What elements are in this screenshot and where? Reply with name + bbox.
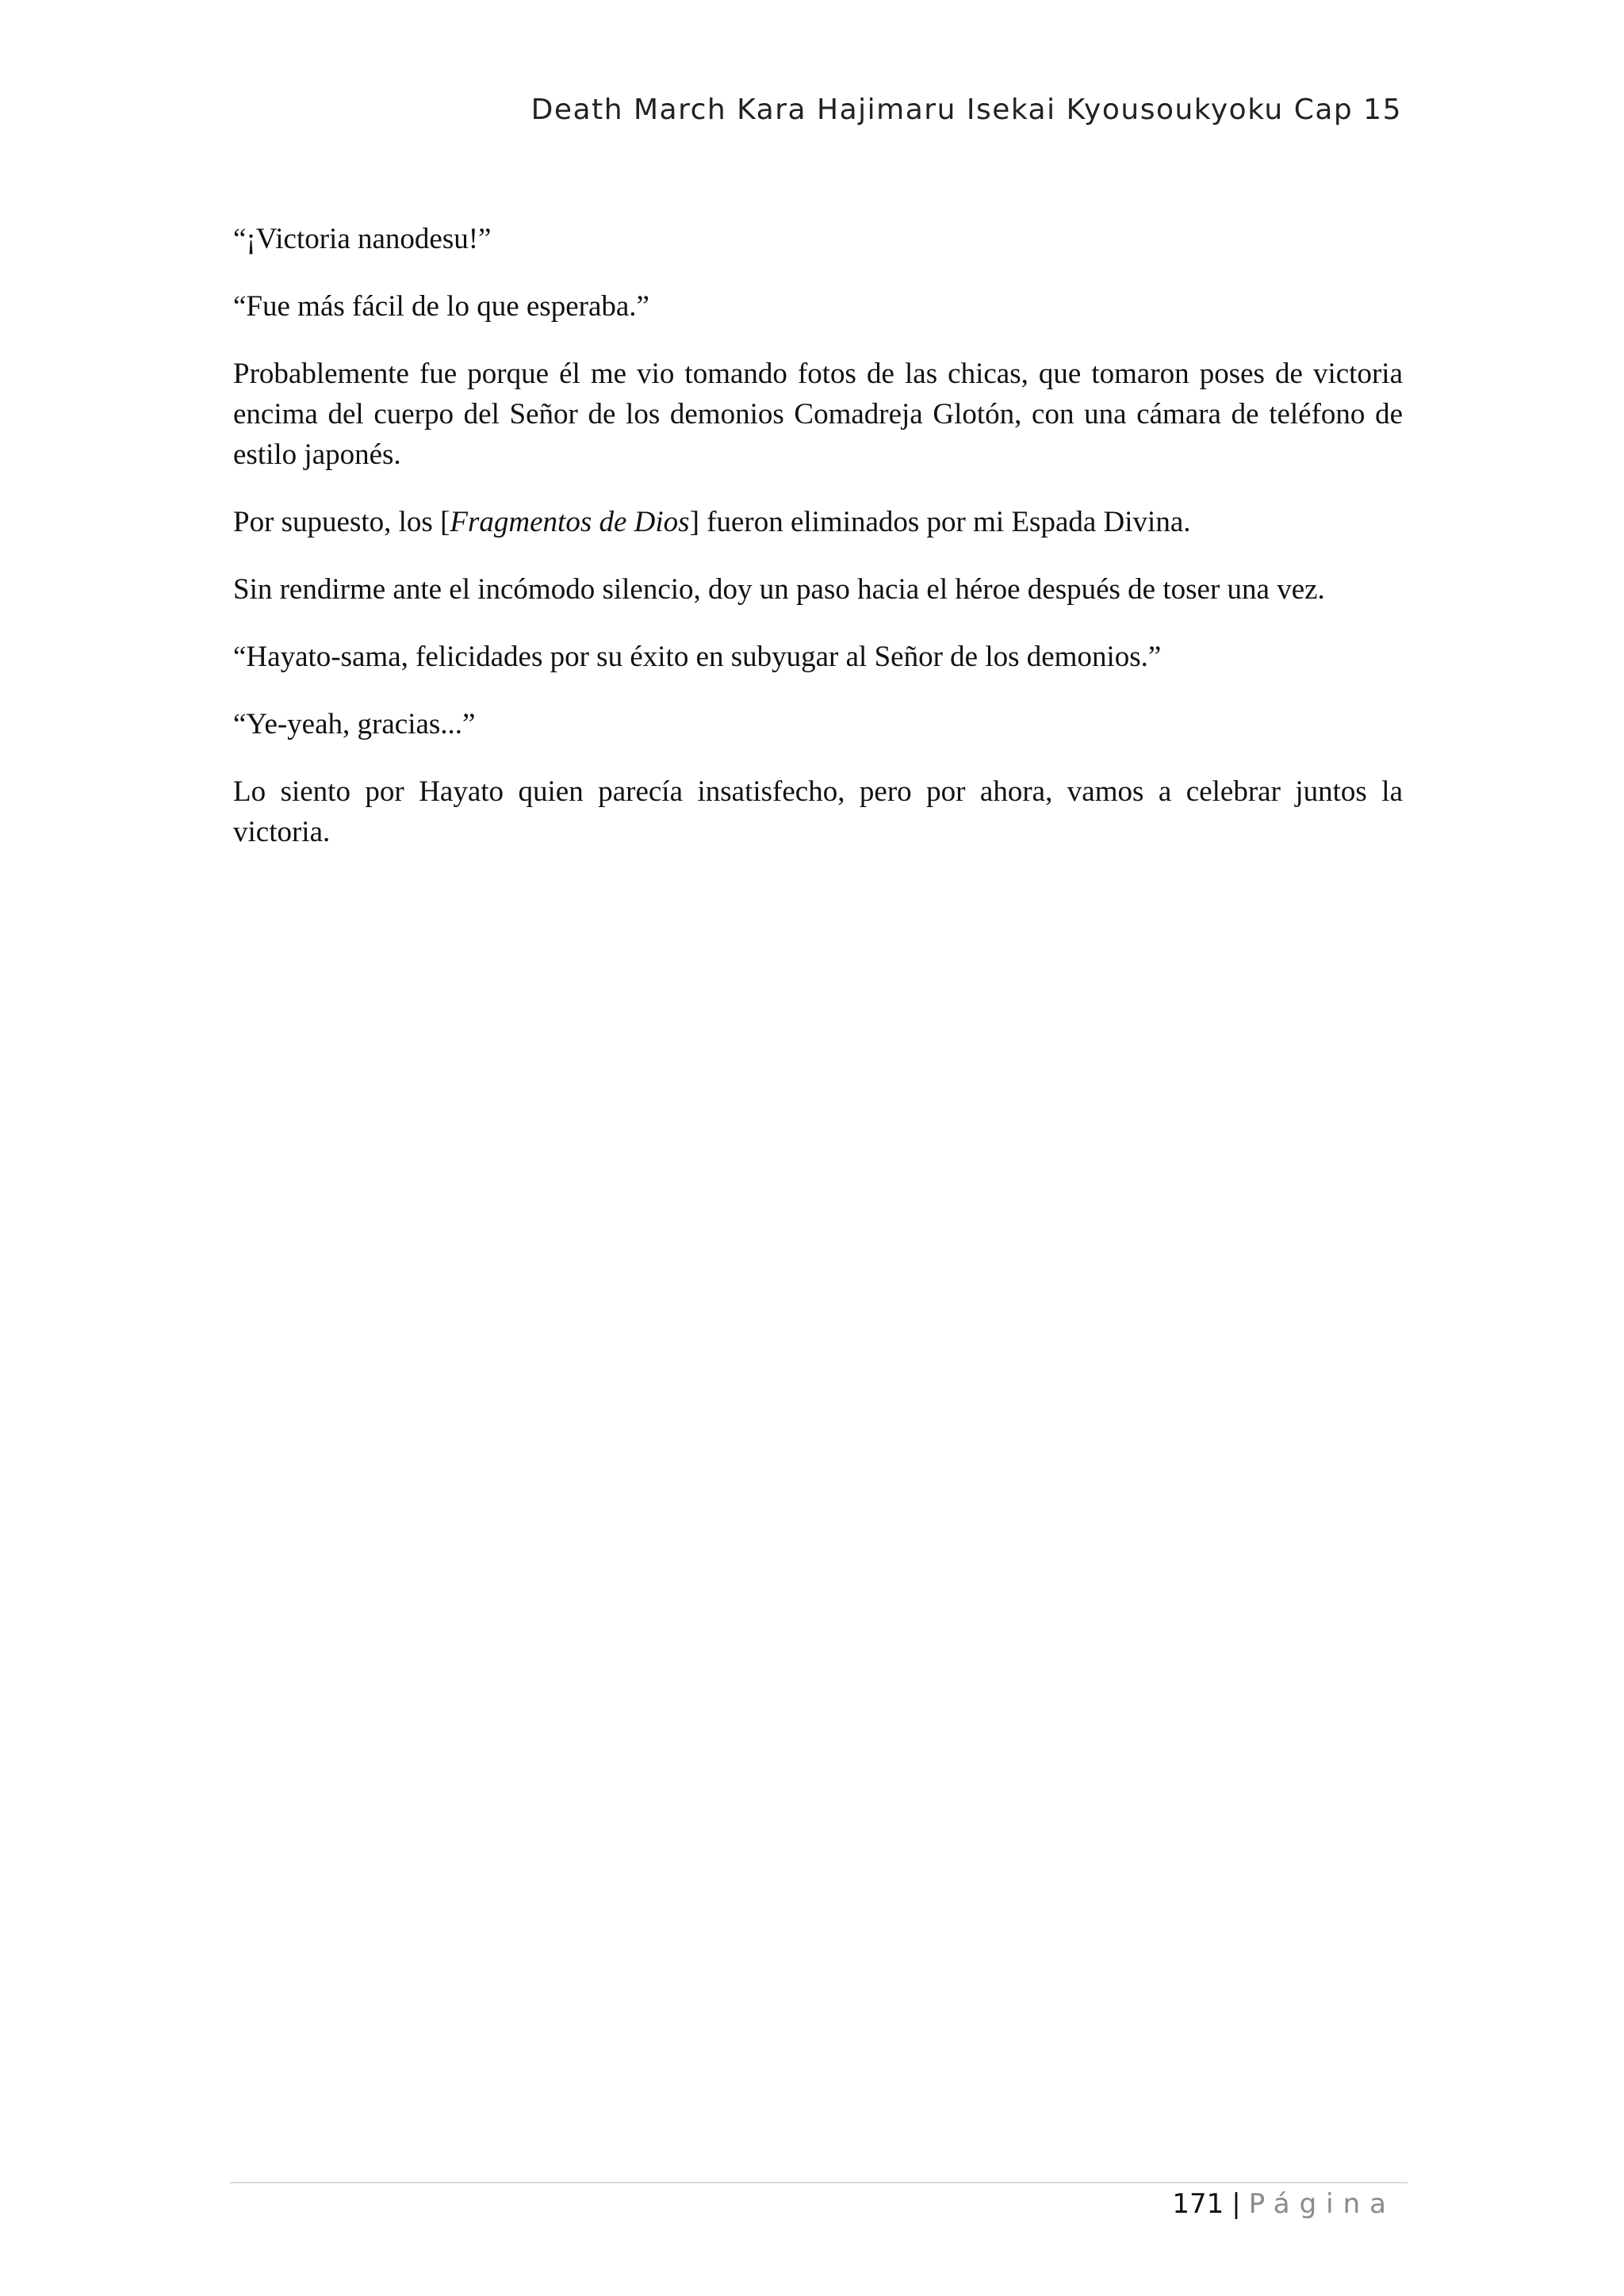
paragraph-2: “Fue más fácil de lo que esperaba.” <box>233 290 649 323</box>
paragraph-7: “Ye-yeah, gracias...” <box>233 708 476 740</box>
page-footer <box>1172 2188 1396 2220</box>
paragraph-3: Probablemente fue porque él me vio tomando fotos de las chicas, que tomaron poses de victoria encima del cuerpo del Señor de los demonios Comadreja Glotón, con una cámara de teléfono de estilo japonés. <box>233 358 1403 471</box>
page-number: 171 <box>1172 2188 1224 2220</box>
footer-divider <box>230 2182 1408 2183</box>
footer-separator: | <box>1231 2188 1241 2220</box>
paragraph-4 <box>233 502 1403 542</box>
paragraph-4-italic-term: Fragmentos de Dios <box>450 506 690 538</box>
paragraph-1: “¡Victoria nanodesu!” <box>233 223 492 255</box>
paragraph-5: Sin rendirme ante el incómodo silencio, doy un paso hacia el héroe después de toser una vez. <box>233 573 1325 606</box>
paragraph-6: “Hayato-sama, felicidades por su éxito en subyugar al Señor de los demonios.” <box>233 641 1162 673</box>
document-body <box>233 219 1403 879</box>
page-header-title: Death March Kara Hajimaru Isekai Kyousoukyoku Cap 15 <box>530 94 1402 126</box>
paragraph-8: Lo siento por Hayato quien parecía insatisfecho, pero por ahora, vamos a celebrar juntos la victoria. <box>233 775 1403 848</box>
paragraph-4-start: Por supuesto, los [ <box>233 506 450 538</box>
paragraph-4-end: ] fueron eliminados por mi Espada Divina. <box>689 506 1191 538</box>
page-label: Página <box>1248 2188 1396 2220</box>
